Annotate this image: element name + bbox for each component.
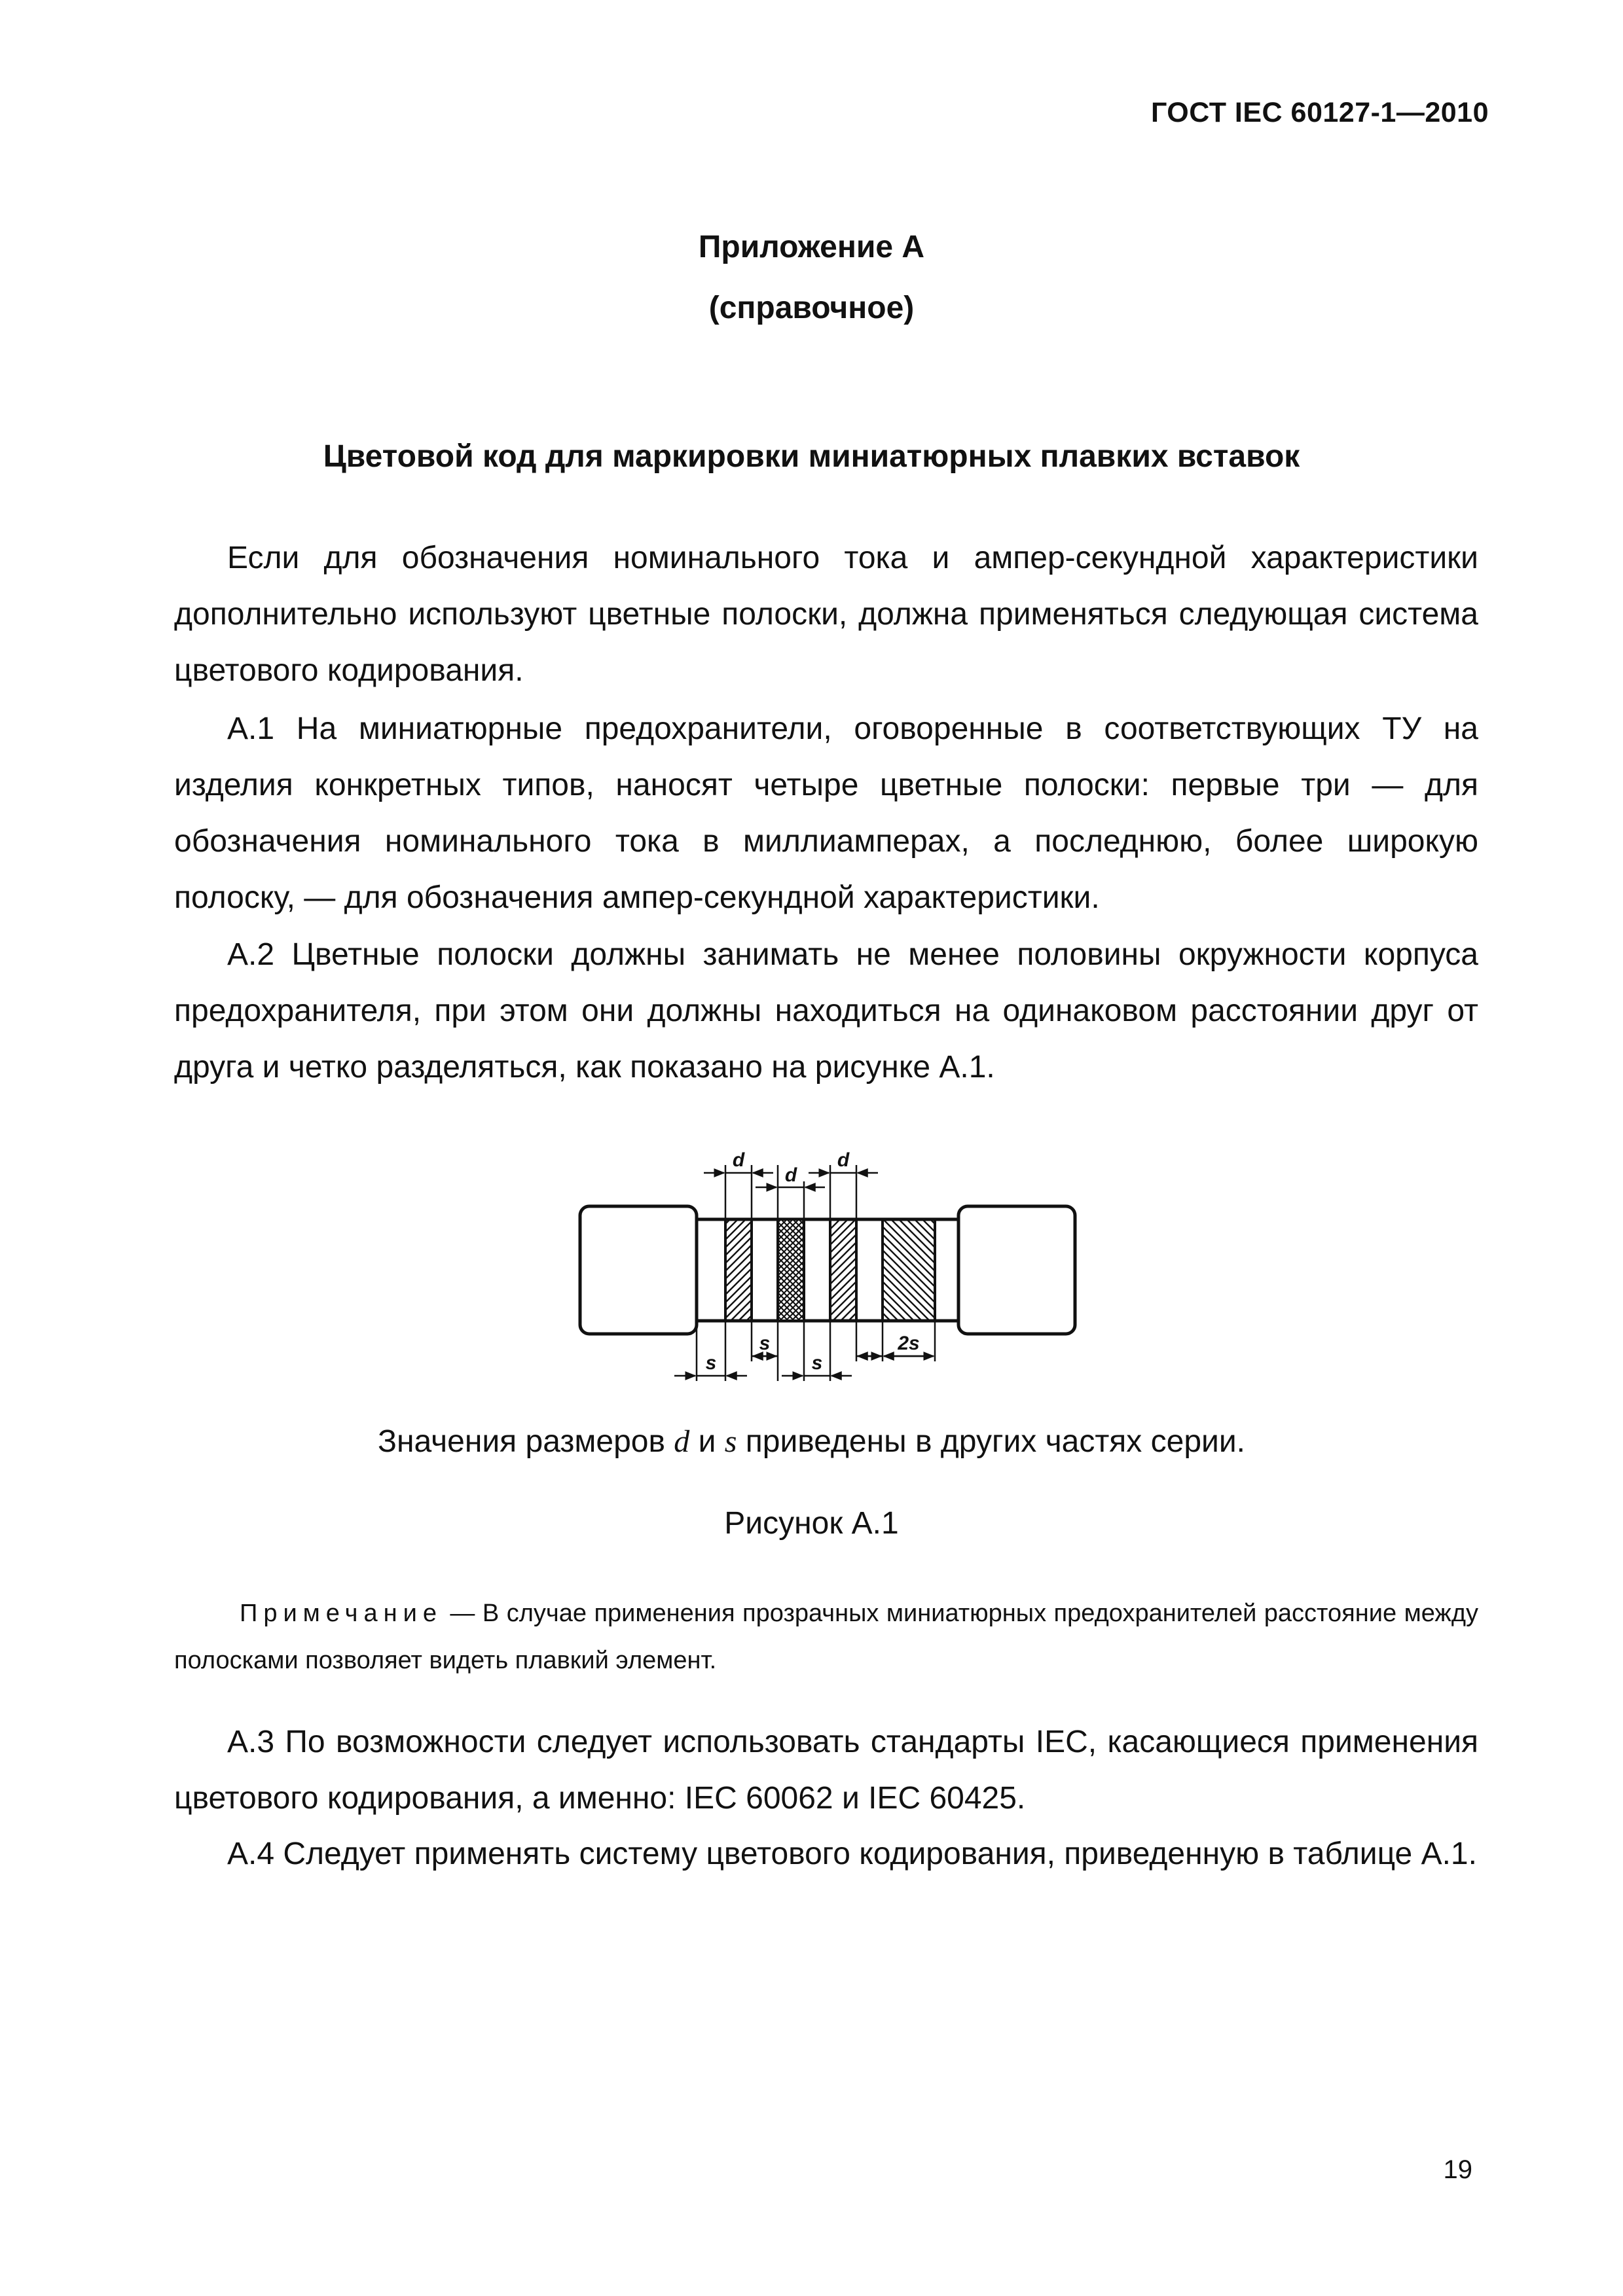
note-text: — В случае применения прозрачных миниатюрных предохранителей расстояние между полосками позволяет видеть плавкий элемент.: [174, 1600, 1478, 1674]
note-paragraph: [174, 1590, 1478, 1684]
dim-label-d2: d: [784, 1164, 797, 1186]
appendix-title: Приложение А: [698, 230, 925, 264]
section-title: Цветовой код для маркировки миниатюрных плавких вставок: [323, 439, 1300, 474]
paragraph-a1: А.1 На миниатюрные предохранители, оговоренные в соответствующих ТУ на изделия конкретных типов, наносят четыре цветные полоски: первые три — для обозначения номинального тока в миллиамперах, а последнюю, более широкую полоску, — для обозначения ампер-секундной характеристики.: [174, 711, 1478, 915]
caption-text-mid: и: [689, 1424, 725, 1459]
fuse-left-cap: [580, 1206, 697, 1334]
figure-caption: [0, 1424, 1623, 1460]
paragraph-a4: А.4 Следует применять систему цветового кодирования, приведенную в таблице А.1.: [227, 1837, 1477, 1871]
paragraph-intro: Если для обозначения номинального тока и ампер-секундной характеристики дополнительно используют цветные полоски, должна применяться следующая система цветового кодирования.: [174, 541, 1478, 688]
dim-label-d3: d: [837, 1149, 850, 1171]
caption-text-end: приведены в других частях серии.: [737, 1424, 1245, 1459]
caption-text-start: Значения размеров: [378, 1424, 674, 1459]
caption-symbol-d: d: [674, 1424, 690, 1459]
band-3: [830, 1219, 856, 1321]
dim-label-s2: s: [705, 1352, 717, 1374]
fuse-right-cap: [958, 1206, 1075, 1334]
fuse-color-band-figure: [563, 1119, 1087, 1401]
paragraph-a3: А.3 По возможности следует использовать стандарты IEC, касающиеся применения цветового кодирования, а именно: IEC 60062 и IEC 60425.: [174, 1725, 1478, 1816]
paragraph-a2: А.2 Цветные полоски должны занимать не менее половины окружности корпуса предохранителя, при этом они должны находиться на одинаковом расстоянии друг от друга и четко разделяться, как показано на рисунке А.1.: [174, 937, 1478, 1085]
band-1: [725, 1219, 752, 1321]
band-2: [778, 1219, 804, 1321]
dim-label-d1: d: [732, 1149, 745, 1171]
dim-label-s3: s: [811, 1352, 823, 1374]
figure-label: Рисунок А.1: [724, 1506, 899, 1541]
band-4: [883, 1219, 935, 1321]
appendix-subtitle: (справочное): [708, 291, 915, 325]
standard-code: ГОСТ IEC 60127-1—2010: [1150, 97, 1489, 128]
dim-label-s1: s: [759, 1333, 771, 1354]
dim-label-2s: 2s: [898, 1333, 920, 1354]
note-heading: Примечание: [240, 1600, 443, 1627]
page-number: 19: [1443, 2155, 1472, 2184]
caption-symbol-s: s: [724, 1424, 737, 1459]
